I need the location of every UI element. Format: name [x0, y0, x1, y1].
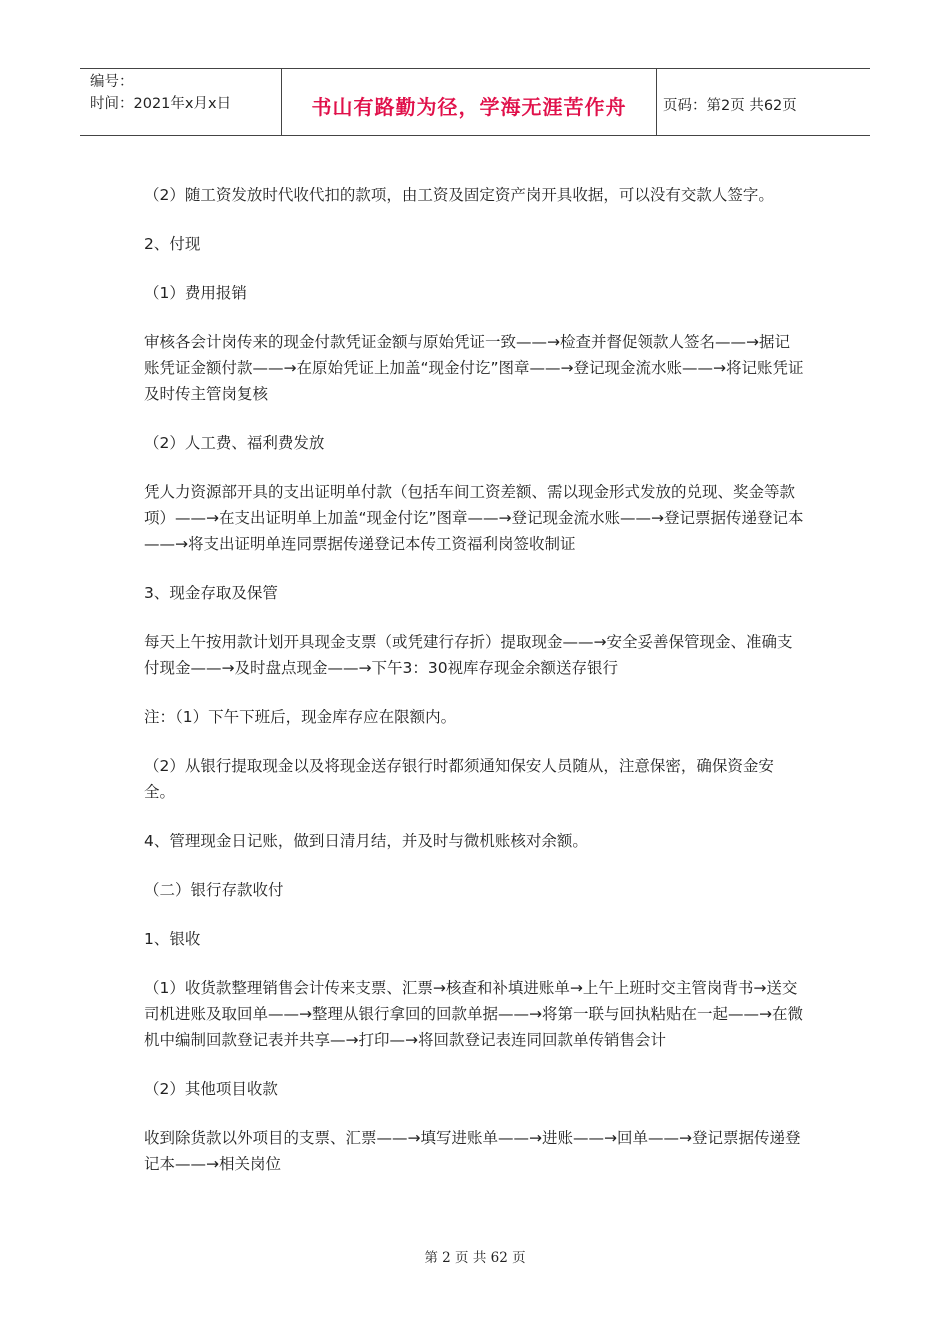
header-meta	[80, 69, 282, 135]
note-paragraph: （2）从银行提取现金以及将现金送存银行时都须通知保安人员随从，注意保密，确保资金安全。	[144, 757, 774, 801]
paragraph: 收到除货款以外项目的支票、汇票——→填写进账单——→进账——→回单——→登记票据传递登记本——→相关岗位	[144, 1129, 801, 1173]
section-heading: 4、管理现金日记账，做到日清月结，并及时与微机账核对余额。	[144, 832, 588, 850]
page-footer: 第 2 页 共 62 页	[424, 1250, 526, 1266]
chapter-heading: （二）银行存款收付	[144, 881, 284, 899]
header-motto: 书山有路勤为径，学海无涯苦作舟	[311, 94, 627, 119]
paragraph: （2）随工资发放时代收代扣的款项，由工资及固定资产岗开具收据，可以没有交款人签字。	[144, 186, 774, 204]
paragraph: 每天上午按用款计划开具现金支票（或凭建行存折）提取现金——→安全妥善保管现金、准确支付现金——→及时盘点现金——→下午3：30视库存现金余额送存银行	[144, 633, 793, 677]
document-time-label: 时间：2021年x月x日	[90, 96, 232, 112]
subsection-heading: （2）其他项目收款	[144, 1080, 278, 1098]
header-page-number: 页码：第2页 共62页	[663, 97, 797, 114]
paragraph: （1）收货款整理销售会计传来支票、汇票→核查和补填进账单→上午上班时交主管岗背书→送交司机进账及取回单——→整理从银行拿回的回款单据——→将第一联与回执粘贴在一起——→在微机中编制回款登记表并共享—→打印—→将回款登记表连同回款单传销售会计	[144, 979, 803, 1049]
paragraph: 审核各会计岗传来的现金付款凭证金额与原始凭证一致——→检查并督促领款人签名——→据记账凭证金额付款——→在原始凭证上加盖“现金付讫”图章——→登记现金流水账——→将记账凭证及时传主管岗复核	[144, 333, 804, 403]
document-body	[144, 182, 804, 1200]
page-header	[80, 68, 870, 136]
section-heading: 3、现金存取及保管	[144, 584, 278, 602]
document-number-label: 编号：	[90, 74, 134, 90]
subsection-heading: （1）费用报销	[144, 284, 247, 302]
section-heading: 2、付现	[144, 235, 201, 253]
note-paragraph: 注：（1）下午下班后，现金库存应在限额内。	[144, 708, 457, 726]
paragraph: 凭人力资源部开具的支出证明单付款（包括车间工资差额、需以现金形式发放的兑现、奖金等款项）——→在支出证明单上加盖“现金付讫”图章——→登记现金流水账——→登记票据传递登记本——→将支出证明单连同票据传递登记本传工资福利岗签收制证	[144, 483, 804, 553]
subsection-heading: （2）人工费、福利费发放	[144, 434, 325, 452]
section-heading: 1、银收	[144, 930, 201, 948]
header-motto-cell	[282, 69, 657, 135]
